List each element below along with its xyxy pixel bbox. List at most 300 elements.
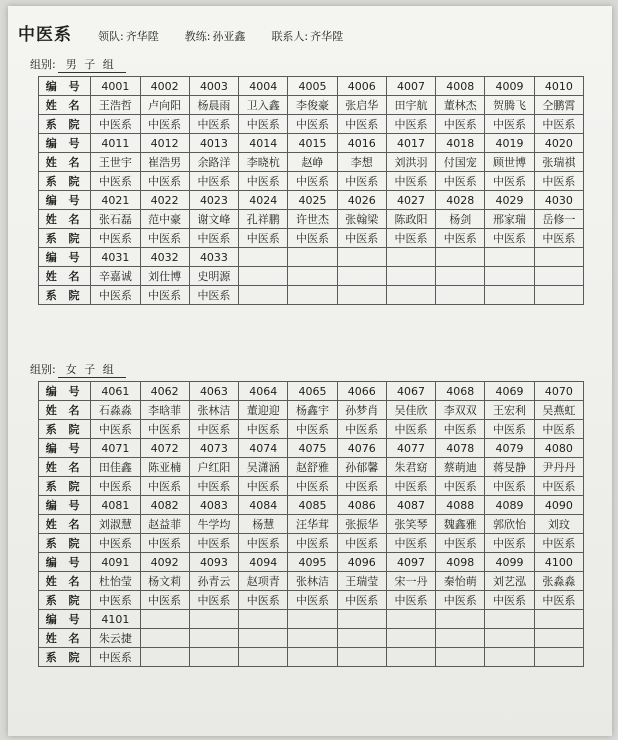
athlete-number: 4096: [337, 553, 386, 572]
athlete-name: [337, 267, 386, 286]
athlete-dept: 中医系: [140, 172, 189, 191]
athlete-name: 王瑞莹: [337, 572, 386, 591]
number-row: [39, 134, 584, 153]
athlete-name: 赵舒雅: [288, 458, 337, 477]
athlete-number: 4027: [386, 191, 435, 210]
athlete-dept: 中医系: [386, 229, 435, 248]
athlete-number: 4014: [239, 134, 288, 153]
athlete-dept: 中医系: [91, 534, 140, 553]
number-row: [39, 496, 584, 515]
athlete-dept: 中医系: [337, 229, 386, 248]
leader-info: [96, 28, 159, 44]
athlete-name: 王宏利: [485, 401, 534, 420]
athlete-dept: 中医系: [534, 591, 583, 610]
athlete-name: 杜怡莹: [91, 572, 140, 591]
athlete-number: 4065: [288, 382, 337, 401]
athlete-dept: [239, 648, 288, 667]
athlete-name: [436, 629, 485, 648]
athlete-name: 牛学均: [189, 515, 238, 534]
athlete-number: 4084: [239, 496, 288, 515]
athlete-number: 4092: [140, 553, 189, 572]
athlete-number: 4090: [534, 496, 583, 515]
athlete-dept: 中医系: [288, 477, 337, 496]
athlete-dept: 中医系: [140, 229, 189, 248]
athlete-name: [436, 267, 485, 286]
athlete-number: 4007: [386, 77, 435, 96]
athlete-dept: 中医系: [288, 534, 337, 553]
name-row: [39, 401, 584, 420]
athlete-dept: 中医系: [239, 115, 288, 134]
athlete-number: 4015: [288, 134, 337, 153]
group-prefix: 组别:: [30, 58, 56, 71]
athlete-name: 付国宠: [436, 153, 485, 172]
dept-row: [39, 534, 584, 553]
paper-sheet: [8, 6, 612, 736]
dept-row-label: 系 院: [39, 534, 91, 553]
dept-row: [39, 420, 584, 439]
athlete-name: 赵峥: [288, 153, 337, 172]
athlete-name: 魏鑫雅: [436, 515, 485, 534]
athlete-name: [189, 629, 238, 648]
athlete-number: 4008: [436, 77, 485, 96]
athlete-name: 尹丹丹: [534, 458, 583, 477]
athlete-dept: 中医系: [337, 115, 386, 134]
name-row-label: 姓 名: [39, 401, 91, 420]
athlete-name: 孔祥鹏: [239, 210, 288, 229]
athlete-number: [436, 248, 485, 267]
athlete-dept: 中医系: [386, 420, 435, 439]
athlete-name: 董林杰: [436, 96, 485, 115]
athlete-name: 邢家瑞: [485, 210, 534, 229]
athlete-name: 仝鹏霄: [534, 96, 583, 115]
athlete-name: 孙郁馨: [337, 458, 386, 477]
name-row: [39, 267, 584, 286]
athlete-number: 4082: [140, 496, 189, 515]
athlete-number: [436, 610, 485, 629]
athlete-name: 汪华茸: [288, 515, 337, 534]
athlete-number: 4076: [337, 439, 386, 458]
athlete-number: [485, 248, 534, 267]
name-row: [39, 96, 584, 115]
athlete-name: [485, 629, 534, 648]
athlete-number: 4016: [337, 134, 386, 153]
athlete-number: 4019: [485, 134, 534, 153]
athlete-number: 4068: [436, 382, 485, 401]
number-row-label: 编 号: [39, 248, 91, 267]
athlete-dept: 中医系: [189, 115, 238, 134]
athlete-dept: 中医系: [337, 172, 386, 191]
athlete-dept: 中医系: [91, 648, 140, 667]
athlete-dept: [534, 648, 583, 667]
athlete-dept: 中医系: [337, 420, 386, 439]
athlete-dept: 中医系: [288, 229, 337, 248]
athlete-number: 4080: [534, 439, 583, 458]
name-row: [39, 515, 584, 534]
athlete-dept: [485, 648, 534, 667]
coach-info: [183, 28, 246, 44]
athlete-name: 顾世博: [485, 153, 534, 172]
athlete-number: 4030: [534, 191, 583, 210]
athlete-number: 4011: [91, 134, 140, 153]
athlete-dept: 中医系: [386, 477, 435, 496]
athlete-number: 4094: [239, 553, 288, 572]
athlete-dept: 中医系: [140, 477, 189, 496]
athlete-dept: 中医系: [386, 172, 435, 191]
name-row-label: 姓 名: [39, 629, 91, 648]
athlete-dept: 中医系: [140, 534, 189, 553]
athlete-number: 4012: [140, 134, 189, 153]
group-label-male: [30, 56, 126, 73]
athlete-number: [288, 248, 337, 267]
athlete-name: 杨文莉: [140, 572, 189, 591]
athlete-dept: 中医系: [534, 477, 583, 496]
athlete-name: 辛嘉诚: [91, 267, 140, 286]
athlete-name: 李俊豪: [288, 96, 337, 115]
athlete-name: 张翰梁: [337, 210, 386, 229]
athlete-number: 4070: [534, 382, 583, 401]
athlete-name: 田佳鑫: [91, 458, 140, 477]
athlete-dept: 中医系: [239, 172, 288, 191]
dept-row-label: 系 院: [39, 648, 91, 667]
athlete-dept: 中医系: [288, 172, 337, 191]
athlete-name: 岳修一: [534, 210, 583, 229]
athlete-dept: 中医系: [91, 286, 140, 305]
athlete-number: 4031: [91, 248, 140, 267]
athlete-dept: 中医系: [337, 591, 386, 610]
athlete-number: 4089: [485, 496, 534, 515]
athlete-dept: 中医系: [337, 477, 386, 496]
athlete-number: [288, 610, 337, 629]
athlete-name: 杨晨雨: [189, 96, 238, 115]
athlete-dept: [140, 648, 189, 667]
athlete-dept: 中医系: [140, 591, 189, 610]
athlete-dept: [386, 648, 435, 667]
number-row: [39, 610, 584, 629]
athlete-dept: 中医系: [189, 591, 238, 610]
dept-row: [39, 286, 584, 305]
athlete-dept: [534, 286, 583, 305]
athlete-dept: 中医系: [288, 115, 337, 134]
athlete-dept: 中医系: [189, 286, 238, 305]
athlete-dept: 中医系: [485, 591, 534, 610]
athlete-dept: 中医系: [485, 420, 534, 439]
athlete-name: [288, 267, 337, 286]
coach-name: 孙亚鑫: [212, 30, 246, 43]
athlete-number: 4025: [288, 191, 337, 210]
athlete-number: 4026: [337, 191, 386, 210]
athlete-dept: 中医系: [140, 115, 189, 134]
athlete-name: 史明源: [189, 267, 238, 286]
athlete-name: [337, 629, 386, 648]
athlete-number: 4062: [140, 382, 189, 401]
athlete-dept: 中医系: [189, 172, 238, 191]
athlete-name: [239, 629, 288, 648]
athlete-dept: 中医系: [436, 172, 485, 191]
dept-row: [39, 229, 584, 248]
male-roster-table: [38, 76, 584, 305]
athlete-number: 4028: [436, 191, 485, 210]
athlete-name: 户红阳: [189, 458, 238, 477]
athlete-number: 4100: [534, 553, 583, 572]
dept-row-label: 系 院: [39, 286, 91, 305]
name-row-label: 姓 名: [39, 153, 91, 172]
athlete-dept: [288, 648, 337, 667]
athlete-number: [386, 610, 435, 629]
athlete-number: 4091: [91, 553, 140, 572]
athlete-name: 张笑琴: [386, 515, 435, 534]
leader-name: 齐华陞: [125, 30, 159, 43]
athlete-number: 4020: [534, 134, 583, 153]
athlete-dept: 中医系: [534, 115, 583, 134]
athlete-number: 4001: [91, 77, 140, 96]
athlete-name: 朱云捷: [91, 629, 140, 648]
athlete-number: 4061: [91, 382, 140, 401]
name-row-label: 姓 名: [39, 267, 91, 286]
department-title: 中医系: [18, 25, 72, 45]
athlete-number: 4069: [485, 382, 534, 401]
athlete-dept: 中医系: [534, 229, 583, 248]
athlete-number: 4013: [189, 134, 238, 153]
athlete-name: 孙青云: [189, 572, 238, 591]
number-row: [39, 439, 584, 458]
athlete-number: 4073: [189, 439, 238, 458]
name-row: [39, 629, 584, 648]
athlete-dept: 中医系: [91, 477, 140, 496]
dept-row-label: 系 院: [39, 477, 91, 496]
number-row: [39, 382, 584, 401]
athlete-dept: 中医系: [386, 534, 435, 553]
athlete-dept: 中医系: [288, 420, 337, 439]
athlete-dept: 中医系: [485, 115, 534, 134]
athlete-name: 董迎迎: [239, 401, 288, 420]
athlete-number: 4063: [189, 382, 238, 401]
dept-row: [39, 477, 584, 496]
athlete-dept: 中医系: [436, 229, 485, 248]
athlete-number: 4018: [436, 134, 485, 153]
athlete-name: 宋一丹: [386, 572, 435, 591]
athlete-number: 4078: [436, 439, 485, 458]
athlete-number: 4074: [239, 439, 288, 458]
athlete-name: 吴燕虹: [534, 401, 583, 420]
athlete-name: 吴潇涵: [239, 458, 288, 477]
dept-row: [39, 591, 584, 610]
athlete-name: 田宇航: [386, 96, 435, 115]
number-row: [39, 191, 584, 210]
athlete-number: 4093: [189, 553, 238, 572]
athlete-dept: [337, 648, 386, 667]
athlete-dept: 中医系: [337, 534, 386, 553]
athlete-name: 刘淑慧: [91, 515, 140, 534]
athlete-number: [189, 610, 238, 629]
athlete-dept: 中医系: [239, 477, 288, 496]
number-row-label: 编 号: [39, 382, 91, 401]
athlete-name: [386, 629, 435, 648]
athlete-name: 郭欣怡: [485, 515, 534, 534]
name-row: [39, 458, 584, 477]
athlete-number: 4101: [91, 610, 140, 629]
athlete-number: 4033: [189, 248, 238, 267]
athlete-dept: [337, 286, 386, 305]
athlete-dept: 中医系: [239, 420, 288, 439]
group-name: 女 子 组: [58, 361, 126, 378]
contact-name: 齐华陞: [310, 30, 344, 43]
athlete-number: 4097: [386, 553, 435, 572]
athlete-dept: [436, 648, 485, 667]
athlete-name: 刘玟: [534, 515, 583, 534]
athlete-name: 朱君窈: [386, 458, 435, 477]
athlete-name: [140, 629, 189, 648]
athlete-name: [534, 629, 583, 648]
name-row: [39, 153, 584, 172]
athlete-dept: 中医系: [91, 591, 140, 610]
athlete-number: 4005: [288, 77, 337, 96]
athlete-dept: 中医系: [239, 591, 288, 610]
name-row-label: 姓 名: [39, 458, 91, 477]
athlete-dept: 中医系: [140, 286, 189, 305]
athlete-dept: 中医系: [189, 477, 238, 496]
athlete-dept: [386, 286, 435, 305]
athlete-number: 4083: [189, 496, 238, 515]
athlete-number: 4022: [140, 191, 189, 210]
group-label-female: [30, 361, 126, 378]
coach-label: 教练:: [184, 30, 211, 43]
name-row: [39, 210, 584, 229]
athlete-number: 4067: [386, 382, 435, 401]
dept-row-label: 系 院: [39, 420, 91, 439]
athlete-number: [337, 248, 386, 267]
athlete-name: 陈政阳: [386, 210, 435, 229]
athlete-number: 4099: [485, 553, 534, 572]
athlete-number: 4085: [288, 496, 337, 515]
name-row-label: 姓 名: [39, 96, 91, 115]
number-row-label: 编 号: [39, 610, 91, 629]
athlete-dept: 中医系: [189, 229, 238, 248]
athlete-name: [534, 267, 583, 286]
athlete-name: 蒋旻静: [485, 458, 534, 477]
athlete-number: 4072: [140, 439, 189, 458]
dept-row-label: 系 院: [39, 115, 91, 134]
athlete-dept: 中医系: [485, 229, 534, 248]
athlete-dept: 中医系: [91, 229, 140, 248]
number-row: [39, 553, 584, 572]
athlete-dept: 中医系: [91, 172, 140, 191]
athlete-number: 4032: [140, 248, 189, 267]
athlete-name: 崔浩男: [140, 153, 189, 172]
leader-label: 领队:: [98, 30, 124, 43]
athlete-dept: 中医系: [91, 115, 140, 134]
dept-row-label: 系 院: [39, 229, 91, 248]
athlete-number: [485, 610, 534, 629]
group-name: 男 子 组: [58, 56, 126, 73]
athlete-number: 4004: [239, 77, 288, 96]
athlete-name: 陈亚楠: [140, 458, 189, 477]
athlete-number: 4017: [386, 134, 435, 153]
athlete-dept: 中医系: [140, 420, 189, 439]
athlete-name: 卢向阳: [140, 96, 189, 115]
athlete-name: 赵项青: [239, 572, 288, 591]
athlete-number: 4023: [189, 191, 238, 210]
contact-info: [269, 28, 343, 44]
athlete-dept: 中医系: [485, 477, 534, 496]
athlete-dept: 中医系: [239, 229, 288, 248]
athlete-name: 杨慧: [239, 515, 288, 534]
name-row-label: 姓 名: [39, 515, 91, 534]
athlete-number: 4079: [485, 439, 534, 458]
athlete-name: 张林洁: [189, 401, 238, 420]
athlete-dept: [288, 286, 337, 305]
athlete-number: 4098: [436, 553, 485, 572]
athlete-dept: 中医系: [91, 420, 140, 439]
dept-row: [39, 172, 584, 191]
athlete-name: 李晗菲: [140, 401, 189, 420]
athlete-number: [239, 610, 288, 629]
athlete-name: [288, 629, 337, 648]
female-roster-table: [38, 381, 584, 667]
athlete-name: 贺腾飞: [485, 96, 534, 115]
athlete-name: 刘艺泓: [485, 572, 534, 591]
athlete-number: 4002: [140, 77, 189, 96]
athlete-number: 4003: [189, 77, 238, 96]
athlete-name: 张振华: [337, 515, 386, 534]
athlete-name: 王浩哲: [91, 96, 140, 115]
athlete-dept: 中医系: [436, 115, 485, 134]
athlete-number: 4006: [337, 77, 386, 96]
athlete-name: [239, 267, 288, 286]
athlete-name: 杨剑: [436, 210, 485, 229]
athlete-number: 4021: [91, 191, 140, 210]
athlete-name: [485, 267, 534, 286]
athlete-number: 4009: [485, 77, 534, 96]
athlete-name: 李晓杭: [239, 153, 288, 172]
athlete-dept: [239, 286, 288, 305]
name-row: [39, 572, 584, 591]
athlete-dept: 中医系: [386, 591, 435, 610]
athlete-dept: 中医系: [534, 534, 583, 553]
athlete-number: 4064: [239, 382, 288, 401]
athlete-name: 张启华: [337, 96, 386, 115]
athlete-name: 许世杰: [288, 210, 337, 229]
athlete-dept: [485, 286, 534, 305]
athlete-number: 4075: [288, 439, 337, 458]
athlete-dept: 中医系: [436, 477, 485, 496]
athlete-number: 4077: [386, 439, 435, 458]
athlete-number: [337, 610, 386, 629]
athlete-name: 张石磊: [91, 210, 140, 229]
athlete-name: 秦怡萌: [436, 572, 485, 591]
number-row: [39, 248, 584, 267]
athlete-name: 刘仕博: [140, 267, 189, 286]
athlete-name: 余路洋: [189, 153, 238, 172]
number-row-label: 编 号: [39, 134, 91, 153]
athlete-name: 刘洪羽: [386, 153, 435, 172]
contact-label: 联系人:: [271, 30, 309, 43]
athlete-name: 张淼淼: [534, 572, 583, 591]
dept-row: [39, 648, 584, 667]
dept-row-label: 系 院: [39, 591, 91, 610]
athlete-number: [140, 610, 189, 629]
athlete-name: 张林洁: [288, 572, 337, 591]
dept-row: [39, 115, 584, 134]
athlete-name: 范中豪: [140, 210, 189, 229]
athlete-name: 赵益菲: [140, 515, 189, 534]
number-row-label: 编 号: [39, 439, 91, 458]
number-row: [39, 77, 584, 96]
athlete-dept: 中医系: [288, 591, 337, 610]
athlete-name: 谢文峰: [189, 210, 238, 229]
athlete-name: 杨鑫宇: [288, 401, 337, 420]
dept-row-label: 系 院: [39, 172, 91, 191]
athlete-dept: 中医系: [189, 534, 238, 553]
